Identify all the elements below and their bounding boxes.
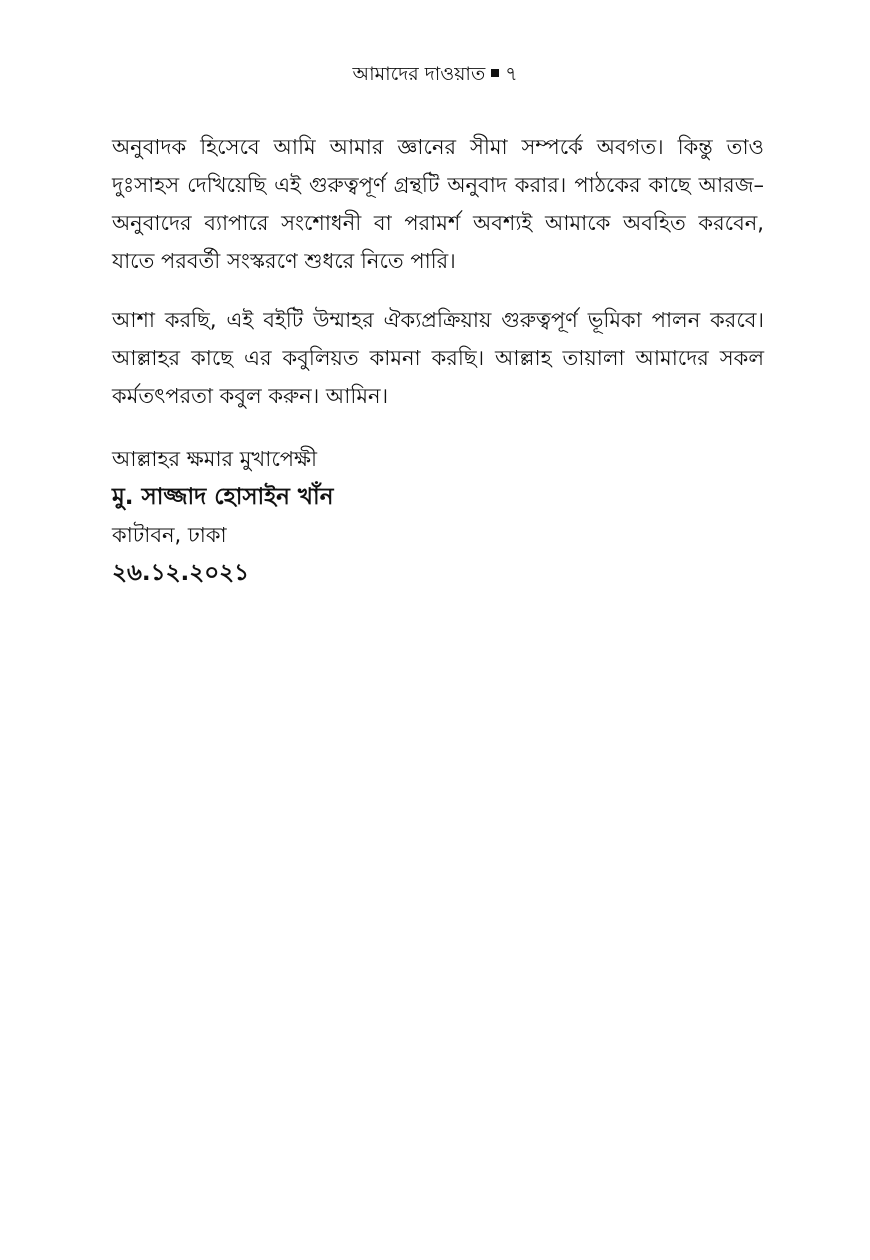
signature-block bbox=[112, 440, 712, 592]
running-title: আমাদের দাওয়াত bbox=[352, 63, 486, 85]
running-header bbox=[0, 60, 870, 88]
signature-place: কাটাবন, ঢাকা bbox=[112, 523, 227, 547]
signature-closing: আল্লাহর ক্ষমার মুখাপেক্ষী bbox=[112, 447, 318, 471]
bullet-separator-icon bbox=[491, 69, 499, 77]
paragraph-hope-prayer: আশা করছি, এই বইটি উম্মাহর ঐক্যপ্রক্রিয়ায় গুরুত্বপূর্ণ ভূমিকা পালন করবে। আল্লাহর কাছে এর কবুলিয়ত কামনা করছি। আল্লাহ তায়ালা আমাদের সকল কর্মতৎপরতা কবুল করুন। আমিন। bbox=[112, 308, 764, 408]
paragraph-translator-note: অনুবাদক হিসেবে আমি আমার জ্ঞানের সীমা সম্পর্কে অবগত। কিন্তু তাও দুঃসাহস দেখিয়েছি এই গুরুত্বপূর্ণ গ্রন্থটি অনুবাদ করার। পাঠকের কাছে আরজ– অনুবাদের ব্যাপারে সংশোধনী বা পরামর্শ অবশ্যই আমাকে অবহিত করবেন, যাতে পরবর্তী সংস্করণে শুধরে নিতে পারি। bbox=[112, 135, 764, 273]
body-text bbox=[112, 128, 764, 436]
signature-name: মু. সাজ্জাদ হোসাইন খাঁন bbox=[112, 484, 334, 510]
signature-date: ২৬.১২.২০২১ bbox=[112, 560, 250, 586]
page-number: ৭ bbox=[505, 63, 518, 85]
